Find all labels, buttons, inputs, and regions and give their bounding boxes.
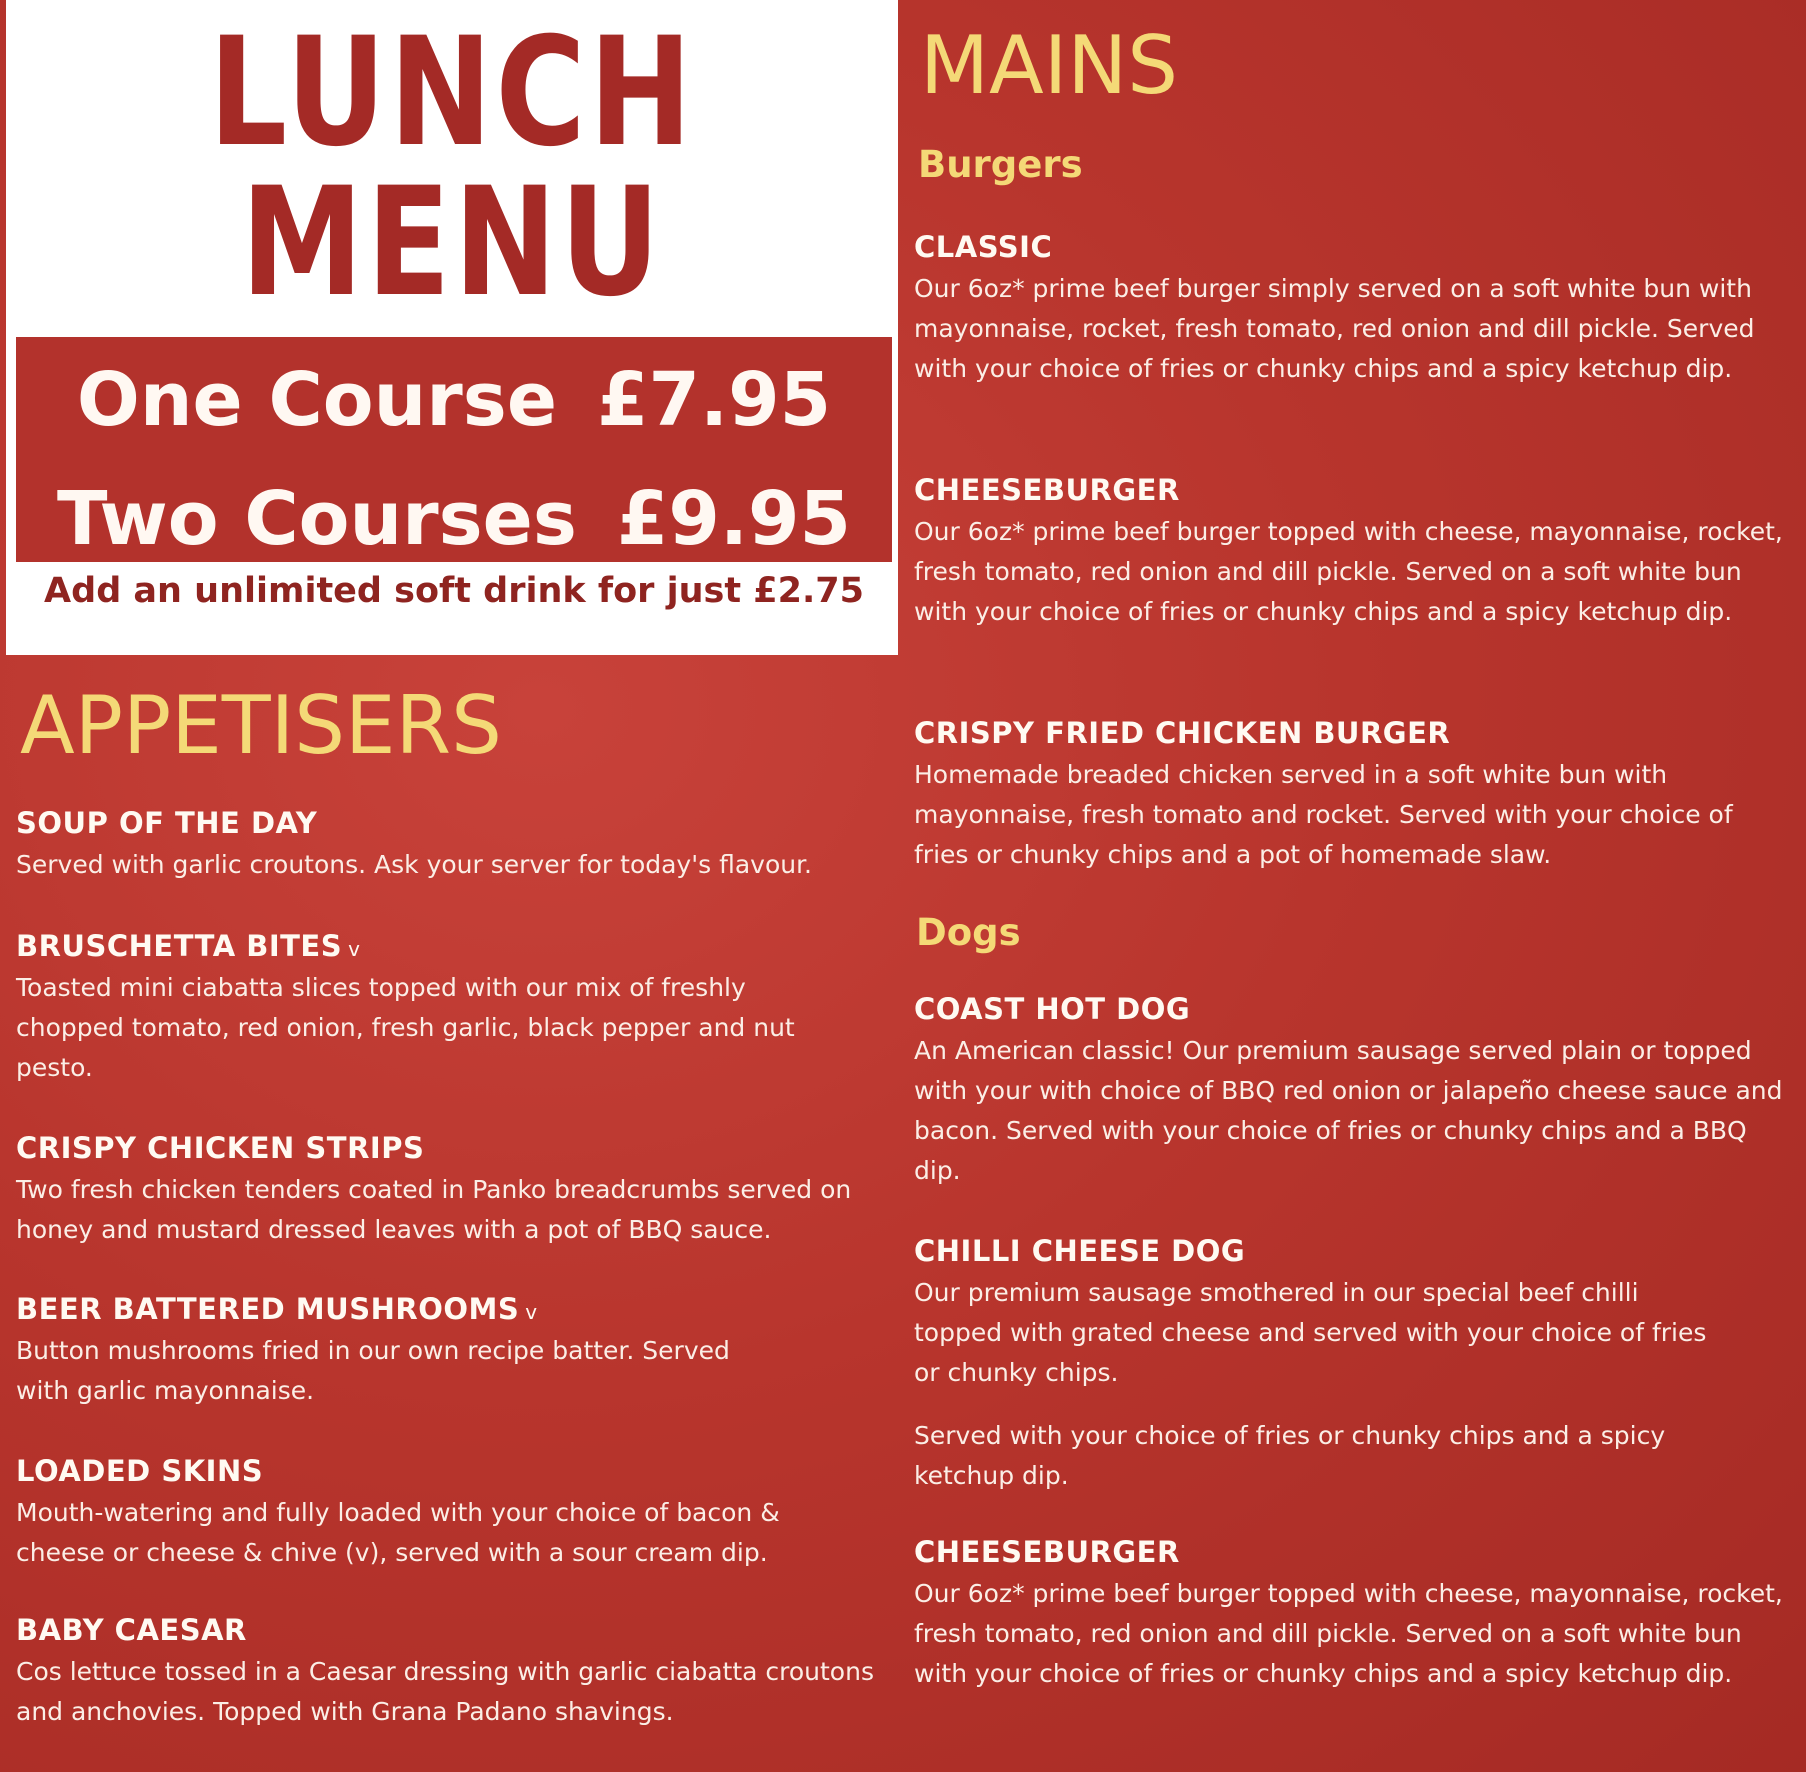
- item-description: Toasted mini ciabatta slices topped with our mix of freshly chopped tomato, red onion, fresh garlic, black pepper and nut pesto.: [16, 972, 795, 1082]
- menu-item: [16, 929, 816, 1088]
- menu-item: [914, 1535, 1794, 1694]
- item-description: Our premium sausage smothered in our special beef chilli topped with grated cheese and served with your choice of fries or chunky chips.: [914, 1277, 1707, 1387]
- menu-item: [914, 716, 1794, 875]
- item-description: Homemade breaded chicken served in a soft white bun with mayonnaise, fresh tomato and rocket. Served with your choice of fries or chunky chips and a pot of homemade slaw.: [914, 759, 1733, 869]
- two-courses-label: Two Courses: [57, 476, 577, 562]
- item-description: Cos lettuce tossed in a Caesar dressing with garlic ciabatta croutons and anchovies. Topped with Grana Padano shavings.: [16, 1656, 874, 1726]
- menu-title: LUNCH MENU: [208, 6, 696, 330]
- item-description: Button mushrooms fried in our own recipe batter. Served with garlic mayonnaise.: [16, 1335, 730, 1405]
- item-name: BABY CAESAR: [16, 1613, 247, 1647]
- menu-item: [16, 1292, 736, 1411]
- one-course-price: £7.95: [597, 357, 832, 443]
- item-name: SOUP OF THE DAY: [16, 806, 318, 840]
- item-name: COAST HOT DOG: [914, 992, 1191, 1026]
- item-name: CRISPY CHICKEN STRIPS: [16, 1131, 425, 1165]
- menu-item: [16, 806, 896, 885]
- item-name: CLASSIC: [914, 230, 1053, 264]
- item-name: BEER BATTERED MUSHROOMS v: [16, 1292, 538, 1326]
- price-panel: [16, 337, 892, 562]
- item-description: Mouth-watering and fully loaded with your choice of bacon & cheese or cheese & chive (v), served with a sour cream dip.: [16, 1497, 780, 1567]
- item-description: Our 6oz* prime beef burger simply served on a soft white bun with mayonnaise, rocket, fresh tomato, red onion and dill pickle. Served with your choice of fries or chunky chips and a spicy ketchup dip.: [914, 273, 1755, 383]
- item-description: Served with your choice of fries or chunky chips and a spicy ketchup dip.: [914, 1421, 1666, 1490]
- item-name: CRISPY FRIED CHICKEN BURGER: [914, 716, 1451, 750]
- mains-heading: MAINS: [920, 19, 1178, 112]
- menu-item: [16, 1131, 896, 1250]
- appetisers-heading: APPETISERS: [20, 679, 502, 772]
- burgers-heading: Burgers: [918, 143, 1083, 186]
- item-description: Our 6oz* prime beef burger topped with cheese, mayonnaise, rocket, fresh tomato, red onion and dill pickle. Served on a soft white bun with your choice of fries or chunky chips and a spicy ketchup dip.: [914, 516, 1783, 626]
- menu-item: [914, 473, 1794, 632]
- item-description: Our 6oz* prime beef burger topped with cheese, mayonnaise, rocket, fresh tomato, red onion and dill pickle. Served on a soft white bun with your choice of fries or chunky chips and a spicy ketchup dip.: [914, 1578, 1783, 1688]
- item-description: Two fresh chicken tenders coated in Panko breadcrumbs served on honey and mustard dressed leaves with a pot of BBQ sauce.: [16, 1174, 852, 1244]
- one-course-label: One Course: [76, 357, 558, 443]
- item-name: CHEESEBURGER: [914, 473, 1180, 507]
- dogs-heading: Dogs: [916, 911, 1021, 954]
- menu-item: [16, 1613, 876, 1732]
- item-name: LOADED SKINS: [16, 1454, 264, 1488]
- menu-item: [914, 230, 1794, 389]
- menu-item: [914, 992, 1794, 1191]
- menu-note: [914, 1416, 1744, 1496]
- soft-drink-note: Add an unlimited soft drink for just £2.75: [44, 571, 864, 611]
- item-name: CHEESEBURGER: [914, 1535, 1180, 1569]
- two-courses-price-line: [16, 476, 892, 562]
- menu-item: [914, 1234, 1714, 1393]
- one-course-price-line: [16, 357, 892, 443]
- item-name: BRUSCHETTA BITES v: [16, 929, 361, 963]
- item-name: CHILLI CHEESE DOG: [914, 1234, 1246, 1268]
- two-courses-price: £9.95: [616, 476, 851, 562]
- item-description: An American classic! Our premium sausage served plain or topped with your with choice of BBQ red onion or jalapeño cheese sauce and bacon. Served with your choice of fries or chunky chips and a BBQ dip.: [914, 1035, 1783, 1185]
- item-description: Served with garlic croutons. Ask your server for today's flavour.: [16, 849, 813, 879]
- menu-item: [16, 1454, 846, 1573]
